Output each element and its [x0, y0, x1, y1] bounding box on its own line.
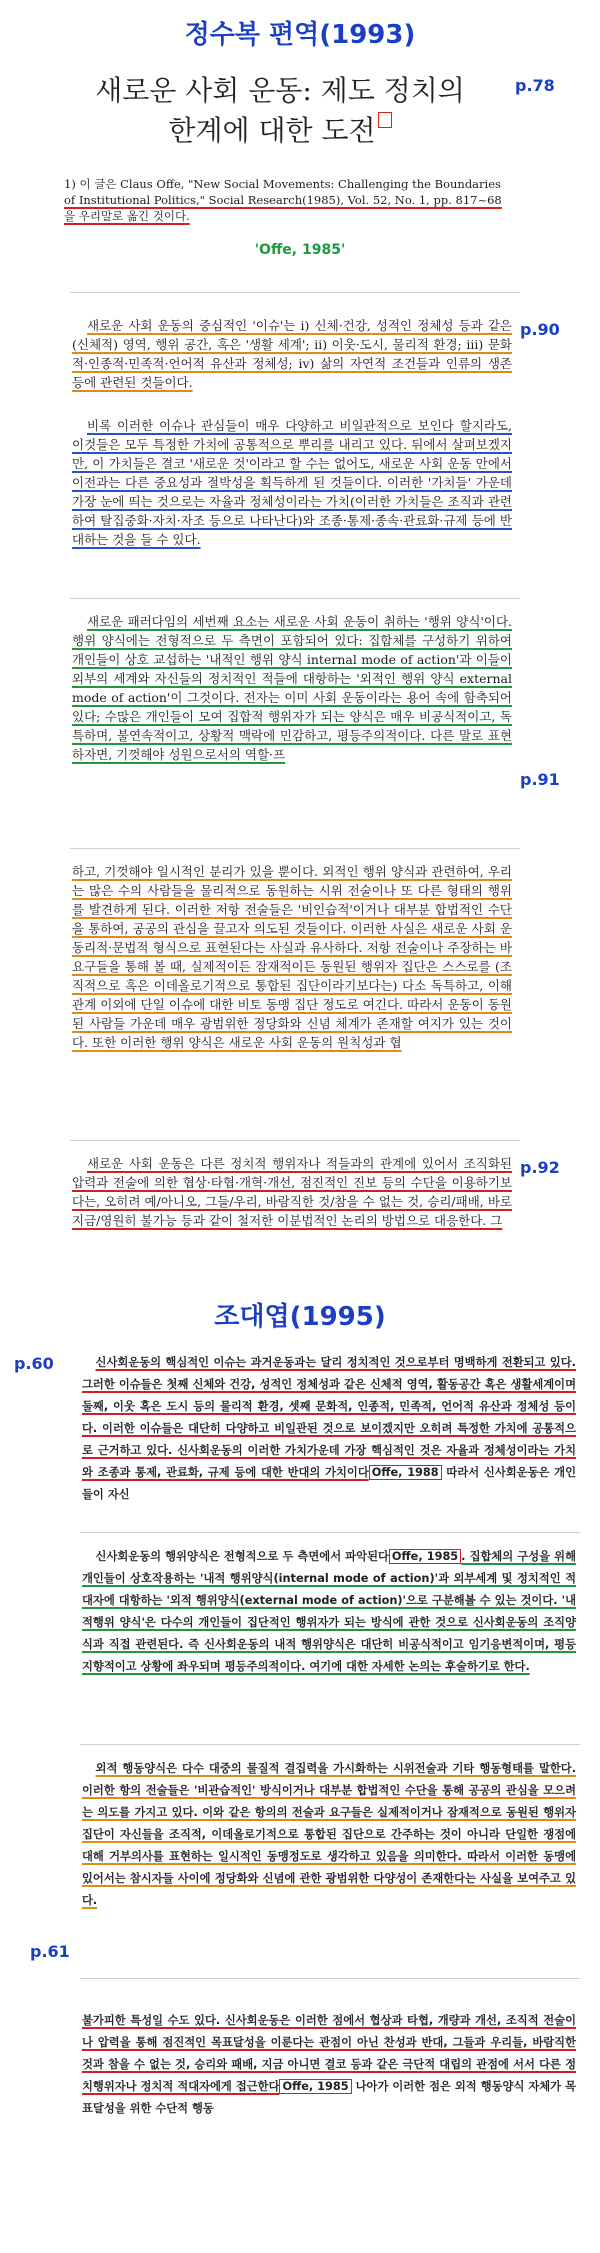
footnote-line-a: 1) 이 글은 Claus Offe, "New Social Movements: Challenging the Boundaries [64, 177, 501, 191]
s1-paragraph-2 [72, 416, 512, 549]
page-label-91: p.91 [520, 770, 560, 789]
s2-paragraph-1 [82, 1352, 576, 1506]
cite-offe-1988: Offe, 1988 [369, 1465, 442, 1480]
footnote-line-c: 을 우리말로 옮긴 것이다. [64, 209, 190, 223]
title-line2: 한계에 대한 도전 [168, 114, 376, 147]
divider [70, 1140, 520, 1141]
s2-p2-text: . 집합체의 구성을 위해 개인들이 상호작용하는 '내적 행위양식(internal mode of action)'과 외부세계 및 정치적인 적대자에 대항하는 '외적 행위양식(external mode of action)'으로 구분해볼 수 있는 것이다. '내적행위 양식'은 다수의 개인들이 집단적인 행위자가 되는 방식에 관한 것으로 신사회운동의 조직양식과 직접 관련된다. 즉 신사회운동의 내적 행위양식은 대단히 비공식적이고 임기응변적이며, 평등지향적이고 상황에 좌우되며 평등주의적이다. 여기에 대한 자세한 논의는 후술하기로 한다. [82, 1550, 576, 1673]
s1-paragraph-3 [72, 612, 512, 764]
cite-offe-1985-b: Offe, 1985 [279, 2079, 351, 2094]
s1-p1-text: 새로운 사회 운동의 중심적인 '이슈'는 i) 신체·건강, 성적인 정체성 등과 같은 (신체적) 영역, 행위 공간, 혹은 '생활 세계'; ii) 이웃·도시, 물리적 환경; iii) 문화적·인종적·민족적·언어적 유산과 정체성; iv) 삶의 자연적 조건들과 인류의 생존 등에 관련된 것들이다. [72, 318, 512, 390]
s1-p2-text: 비록 이러한 이슈나 관심들이 매우 다양하고 비일관적으로 보인다 할지라도, 이것들은 모두 특정한 가치에 공통적으로 뿌리를 내리고 있다. 뒤에서 살펴보겠지만, 이 가치들은 결코 '새로운 것'이라고 할 수는 없어도, 새로운 사회 운동 안에서 이전과는 다른 중요성과 절박성을 획득하게 된 것들이다. 이러한 '가치들' 가운데 가장 눈에 띄는 것으로는 자율과 정체성이라는 가치(이러한 가치들은 조직과 관련하여 탈집중화·자치·자조 등으로 나타난다)와 조종·통제·종속·관료화·규제 등에 반대하는 것을 들 수 있다. [72, 418, 512, 547]
s1-paragraph-5 [72, 1154, 512, 1230]
page-label-78: p.78 [515, 76, 555, 95]
page-label-60: p.60 [14, 1354, 54, 1373]
section1-heading: 정수복 편역(1993) [184, 20, 416, 50]
footnote-marker [378, 112, 392, 128]
section2-heading: 조대엽(1995) [214, 1302, 386, 1332]
s2-paragraph-4 [82, 2010, 576, 2120]
divider [70, 598, 520, 599]
offe-1985-citation: 'Offe, 1985' [254, 242, 346, 258]
page-label-61: p.61 [30, 1942, 70, 1961]
divider [80, 1978, 580, 1979]
cite-offe-1985: Offe, 1985 [389, 1549, 461, 1564]
s2-p2-head: 신사회운동의 행위양식은 전형적으로 두 측면에서 파악된다 [95, 1550, 389, 1563]
s2-p1-tail: 따라서 신사회운동은 개인들이 자신 [82, 1466, 576, 1501]
s1-p4-text: 하고, 기껏해야 일시적인 분리가 있을 뿐이다. 외적인 행위 양식과 관련하여, 우리는 많은 수의 사람들을 물리적으로 동원하는 시위 전술이나 또 다른 형태의 행위를 발견하게 된다. 이러한 저항 전술들은 '비인습적'이거나 대부분 합법적인 수단을 통하여, 공공의 관심을 끌고자 의도된 것들이다. 이러한 사실은 새로운 사회 운동리적·문법적 형식으로 표현된다는 사실과 유사하다. 저항 전술이나 주장하는 바 요구들을 통해 볼 때, 실제적이든 잠재적이든 동원된 행위자 집단은 스스로를 (조직적으로 혹은 이데올로기적으로 통합된 집단이라기보다는) 다소 독특하고, 이해관계 이외에 단일 이슈에 대한 비토 동맹 집단 정도로 여긴다. 따라서 운동이 동원된 사람들 가운데 매우 광범위한 정당화와 신념 체계가 존재할 여지가 있는 것이다. 또한 이러한 행위 양식은 새로운 사회 운동의 원칙성과 협 [72, 864, 512, 1050]
s1-paragraph-1 [72, 316, 512, 392]
s2-paragraph-3 [82, 1758, 576, 1912]
s1-p3-text: 새로운 패러다임의 세번째 요소는 새로운 사회 운동이 취하는 '행위 양식'이다. 행위 양식에는 전형적으로 두 측면이 포함되어 있다: 집합체를 구성하기 위하여 개인들이 상호 교섭하는 '내적인 행위 양식 internal mode of action'과 이들이 외부의 세계와 자신들의 정치적인 적들에 대항하는 '외적인 행위 양식 external mode of action'이 그것이다. 전자는 이미 사회 운동이라는 용어 속에 함축되어 있다; 수많은 개인들이 모여 집합적 행위자가 되는 양식은 매우 비공식적이고, 독특하며, 불연속적이고, 상황적 맥락에 민감하고, 평등주의적이다. 다른 말로 표현하자면, 기껏해야 성원으로서의 역할·프 [72, 614, 512, 762]
s1-p5-text: 새로운 사회 운동은 다른 정치적 행위자나 적들과의 관계에 있어서 조직화된 압력과 전술에 의한 협상·타협·개혁·개선, 점진적인 진보 등의 수단을 이용하기보다는, 오히려 예/아니오, 그들/우리, 바람직한 것/참을 수 없는 것, 승리/패배, 바로 지금/영원히 불가능 등과 같이 철저한 이분법적인 논리의 방법으로 대응한다. 그 [72, 1156, 512, 1228]
footnote [64, 176, 524, 224]
s2-paragraph-2 [82, 1546, 576, 1678]
page-label-90: p.90 [520, 320, 560, 339]
divider [70, 292, 520, 293]
title-line2-wrap [60, 112, 500, 150]
divider [70, 848, 520, 849]
page-label-92: p.92 [520, 1158, 560, 1177]
title-line1: 새로운 사회 운동: 제도 정치의 [95, 74, 465, 107]
s2-p1-text: 신사회운동의 핵심적인 이슈는 과거운동과는 달리 정치적인 것으로부터 명백하게 전환되고 있다. 그러한 이슈들은 첫째 신체와 건강, 성적인 정체성과 같은 신체적 영역, 활동공간 혹은 생활세계이며 둘째, 이웃 혹은 도시 등의 물리적 환경, 셋째 문화적, 인종적, 민족적, 언어적 유산과 정체성 등이다. 이러한 이슈들은 대단히 다양하고 비일관된 것으로 보이겠지만 오히려 특정한 가치에 공통적으로 근거하고 있다. 신사회운동의 이러한 가치가운데 가장 핵심적인 것은 자율과 정체성이라는 가치와 조종과 통제, 관료화, 규제 등에 대한 반대의 가치이다 [82, 1356, 576, 1479]
divider [80, 1532, 580, 1533]
s2-p4-tail: 나아가 이러한 점은 외적 행동양식 자체가 목표달성을 위한 수단적 행동 [82, 2080, 576, 2115]
s2-p4-text: 불가피한 특성일 수도 있다. 신사회운동은 이러한 점에서 협상과 타협, 개량과 개선, 조직적 전술이나 압력을 통해 점진적인 목표달성을 이룬다는 관점이 아닌 찬성과 반대, 그들과 우리들, 바람직한 것과 참을 수 없는 것, 승리와 패배, 지금 아니면 결코 등과 같은 극단적 대립의 관점에 서서 다른 정치행위자나 정치적 적대자에게 접근한다 [82, 2014, 576, 2093]
s1-paragraph-4 [72, 862, 512, 1052]
s2-p3-text: 외적 행동양식은 다수 대중의 물질적 결집력을 가시화하는 시위전술과 기타 행동형태를 말한다. 이러한 항의 전술들은 '비관습적인' 방식이거나 대부분 합법적인 수단을 통해 공공의 관심을 모으려는 의도를 가지고 있다. 이와 같은 항의의 전술과 요구들은 실제적이거나 잠재적으로 동원된 행위자 집단이 자신들을 조직적, 이데올로기적으로 통합된 집단으로 간주하는 것이 아니라 단일한 쟁점에 대해 거부의사를 표현하는 일시적인 동맹정도로 생각하고 있음을 의미한다. 따라서 이러한 동맹에 있어서는 참시자들 사이에 정당화와 신념에 관한 광범위한 다양성이 존재한다는 사실을 보여주고 있다. [82, 1762, 576, 1907]
divider [80, 1744, 580, 1745]
footnote-line-b: of Institutional Politics," Social Research(1985), Vol. 52, No. 1, pp. 817~68 [64, 193, 502, 207]
